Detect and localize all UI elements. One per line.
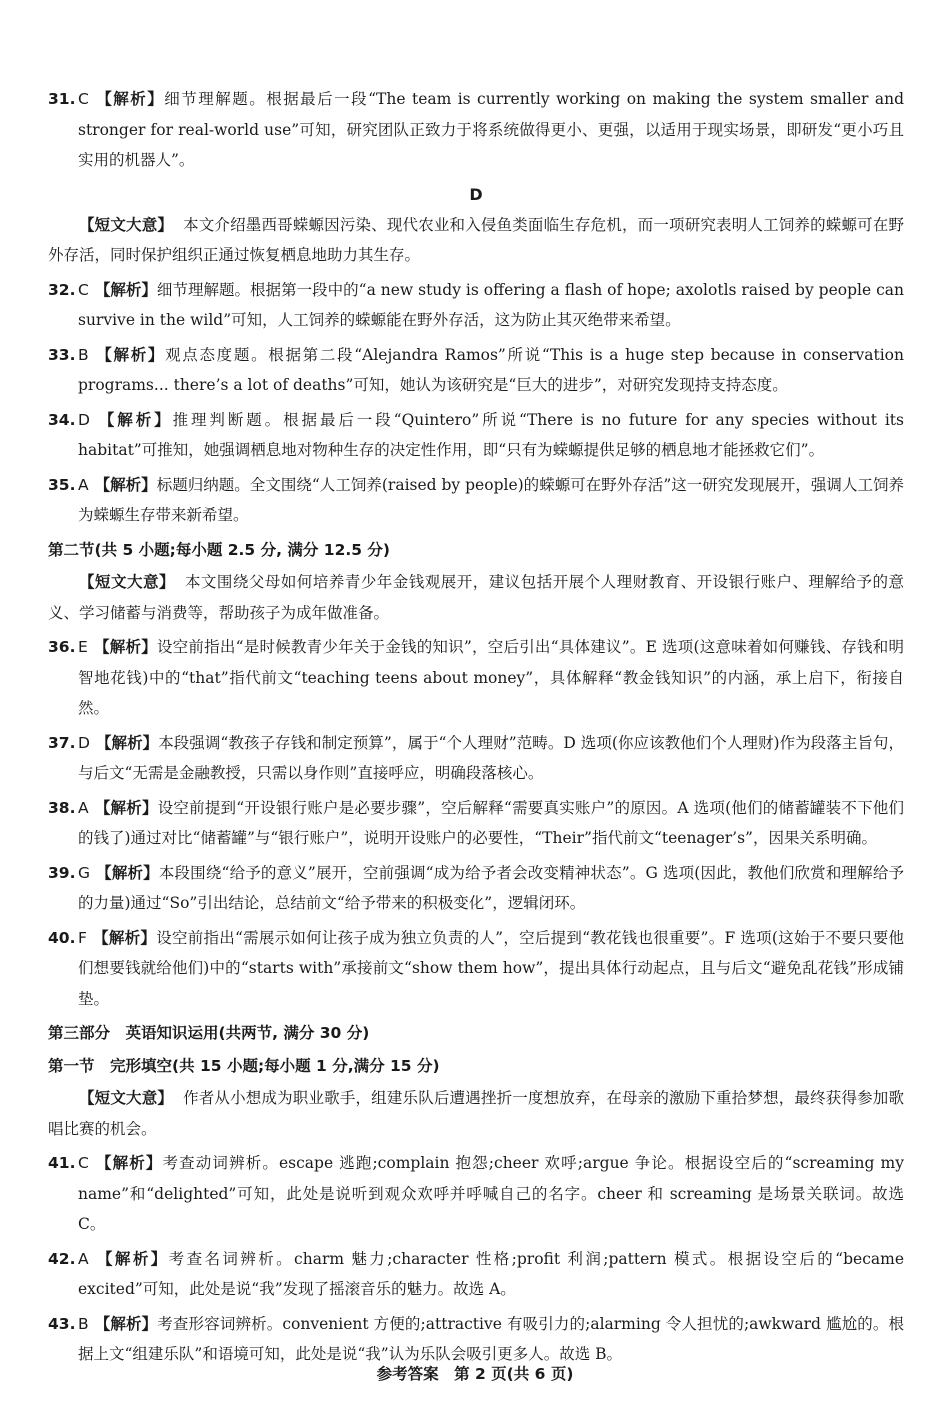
- analysis-tag: 【解析】: [94, 1154, 163, 1172]
- question-number: 43.: [48, 1314, 76, 1333]
- analysis-tag: 【解析】: [95, 410, 173, 429]
- analysis-text: 考查动词辨析。escape 逃跑;complain 抱怨;cheer 欢呼;argue 争论。根据设空后的“screaming my name”和“delighted”可知，此处是说听到观众欢呼并呼喊自己的名字。cheer 和 screaming 是场景关联词。故选 C。: [78, 1154, 904, 1233]
- analysis-text: 细节理解题。根据最后一段“The team is currently working on making the system smaller and stronger for real-world use”可知，研究团队正致力于将系统做得更小、更强，以适用于现实场景，即研发“更小巧且实用的机器人”。: [78, 90, 904, 169]
- analysis-tag: 【解析】: [95, 733, 159, 752]
- question-36: [48, 632, 904, 724]
- summary-text: 本文围绕父母如何培养青少年金钱观展开，建议包括开展个人理财教育、开设银行账户、理解给予的意义、学习储蓄与消费等，帮助孩子为成年做准备。: [48, 573, 904, 622]
- answer-letter: A: [78, 1249, 89, 1268]
- part-heading: 第三部分 英语知识运用(共两节, 满分 30 分): [48, 1024, 370, 1042]
- question-34: [48, 405, 904, 466]
- answer-letter: C: [78, 90, 89, 108]
- question-number: 39.: [48, 863, 76, 882]
- analysis-text: 推理判断题。根据最后一段“Quintero”所说“There is no future for any species without its habitat”可推知，她强调栖息地对物种生存的决定性作用，即“只有为蝾螈提供足够的栖息地才能拯救它们”。: [78, 410, 904, 459]
- analysis-text: 标题归纳题。全文围绕“人工饲养(raised by people)的蝾螈可在野外存活”这一研究发现展开，强调人工饲养为蝾螈生存带来新希望。: [78, 475, 904, 524]
- question-40: [48, 923, 904, 1015]
- answer-letter: B: [78, 1314, 89, 1333]
- analysis-tag: 【解析】: [94, 475, 157, 494]
- answer-letter: B: [78, 345, 89, 364]
- analysis-text: 本段强调“教孩子存钱和制定预算”，属于“个人理财”范畴。D 选项(你应该教他们个人理财)作为段落主旨句，与后文“无需是金融教授，只需以身作则”直接呼应，明确段落核心。: [78, 733, 904, 782]
- analysis-tag: 【解析】: [94, 798, 158, 817]
- summary-tag: 【短文大意】: [79, 573, 175, 591]
- analysis-tag: 【解析】: [94, 1249, 169, 1268]
- question-number: 35.: [48, 475, 76, 494]
- passage-summary: [48, 567, 904, 628]
- analysis-tag: 【解析】: [93, 638, 157, 656]
- summary-text: 作者从小想成为职业歌手，组建乐队后遭遇挫折一度想放弃，在母亲的激励下重拾梦想，最终获得参加歌唱比赛的机会。: [48, 1089, 904, 1138]
- question-number: 38.: [48, 798, 76, 817]
- question-43: [48, 1309, 904, 1370]
- answer-letter: D: [78, 733, 90, 752]
- analysis-text: 本段围绕“给予的意义”展开，空前强调“成为给予者会改变精神状态”。G 选项(因此，教他们欣赏和理解给予的力量)通过“So”引出结论，总结前文“给予带来的积极变化”，逻辑闭环。: [78, 863, 904, 912]
- question-37: [48, 728, 904, 789]
- page-footer: 参考答案 第 2 页(共 6 页): [376, 1365, 574, 1383]
- analysis-text: 观点态度题。根据第二段“Alejandra Ramos”所说“This is a huge step because in conservation programs... there’s a lot of deaths”可知，她认为该研究是“巨大的进步”，对研究发现持支持态度。: [78, 345, 904, 394]
- question-35: [48, 470, 904, 531]
- question-31: [48, 84, 904, 176]
- analysis-tag: 【解析】: [94, 1314, 158, 1333]
- question-42: [48, 1244, 904, 1305]
- analysis-tag: 【解析】: [94, 280, 157, 299]
- question-number: 37.: [48, 733, 76, 752]
- question-number: 31.: [48, 90, 76, 108]
- question-38: [48, 793, 904, 854]
- answer-letter: F: [78, 928, 87, 947]
- analysis-text: 设空前指出“需展示如何让孩子成为独立负责的人”，空后提到“教花钱也很重要”。F 选项(这始于不要只要他们想要钱就给他们)中的“starts with”承接前文“show them how”，提出具体行动起点，且与后文“避免乱花钱”形成铺垫。: [78, 928, 904, 1008]
- answer-letter: G: [78, 863, 91, 882]
- analysis-text: 设空前提到“开设银行账户是必要步骤”，空后解释“需要真实账户”的原因。A 选项(他们的储蓄罐装不下他们的钱了)通过对比“储蓄罐”与“银行账户”，说明开设账户的必要性，“Their”指代前文“teenager’s”，因果关系明确。: [78, 798, 904, 847]
- analysis-text: 考查名词辨析。charm 魅力;character 性格;profit 利润;pattern 模式。根据设空后的“became excited”可知，此处是说“我”发现了摇滚音乐的魅力。故选 A。: [78, 1249, 904, 1298]
- question-32: [48, 275, 904, 336]
- analysis-text: 考查形容词辨析。convenient 方便的;attractive 有吸引力的;alarming 令人担忧的;awkward 尴尬的。根据上文“组建乐队”和语境可知，此处是说“我”认为乐队会吸引更多人。故选 B。: [78, 1314, 904, 1363]
- question-41: [48, 1148, 904, 1240]
- passage-summary: [48, 210, 904, 271]
- analysis-tag: 【解析】: [96, 863, 159, 882]
- passage-summary: [48, 1083, 904, 1144]
- analysis-tag: 【解析】: [94, 345, 166, 364]
- question-39: [48, 858, 904, 919]
- question-number: 40.: [48, 928, 76, 947]
- section-heading: 第二节(共 5 小题;每小题 2.5 分, 满分 12.5 分): [48, 540, 391, 559]
- answer-letter: A: [78, 475, 89, 494]
- summary-tag: 【短文大意】: [79, 215, 174, 234]
- section-heading: 第一节 完形填空(共 15 小题;每小题 1 分,满分 15 分): [48, 1056, 440, 1075]
- answer-letter: D: [78, 410, 90, 429]
- summary-text: 本文介绍墨西哥蝾螈因污染、现代农业和入侵鱼类面临生存危机，而一项研究表明人工饲养的蝾螈可在野外存活，同时保护组织正通过恢复栖息地助力其生存。: [48, 215, 904, 264]
- answer-letter: C: [78, 1154, 89, 1172]
- analysis-tag: 【解析】: [94, 90, 165, 108]
- passage-heading: D: [469, 184, 483, 204]
- analysis-tag: 【解析】: [92, 928, 157, 947]
- answer-letter: E: [78, 638, 88, 656]
- question-number: 33.: [48, 345, 76, 364]
- answer-letter: A: [78, 798, 89, 817]
- question-33: [48, 340, 904, 401]
- question-number: 36.: [48, 638, 76, 656]
- question-number: 41.: [48, 1154, 76, 1172]
- question-number: 32.: [48, 280, 76, 299]
- summary-tag: 【短文大意】: [79, 1089, 174, 1107]
- analysis-text: 细节理解题。根据第一段中的“a new study is offering a flash of hope; axolotls raised by people can survive in the wild”可知，人工饲养的蝾螈能在野外存活，这为防止其灭绝带来希望。: [78, 280, 904, 329]
- answer-letter: C: [78, 280, 89, 299]
- question-number: 42.: [48, 1249, 76, 1268]
- analysis-text: 设空前指出“是时候教青少年关于金钱的知识”，空后引出“具体建议”。E 选项(这意味着如何赚钱、存钱和明智地花钱)中的“that”指代前文“teaching teens about money”，具体解释“教金钱知识”的内涵，承上启下，衔接自然。: [78, 638, 904, 717]
- question-number: 34.: [48, 410, 76, 429]
- answer-key-page: [48, 84, 904, 1374]
